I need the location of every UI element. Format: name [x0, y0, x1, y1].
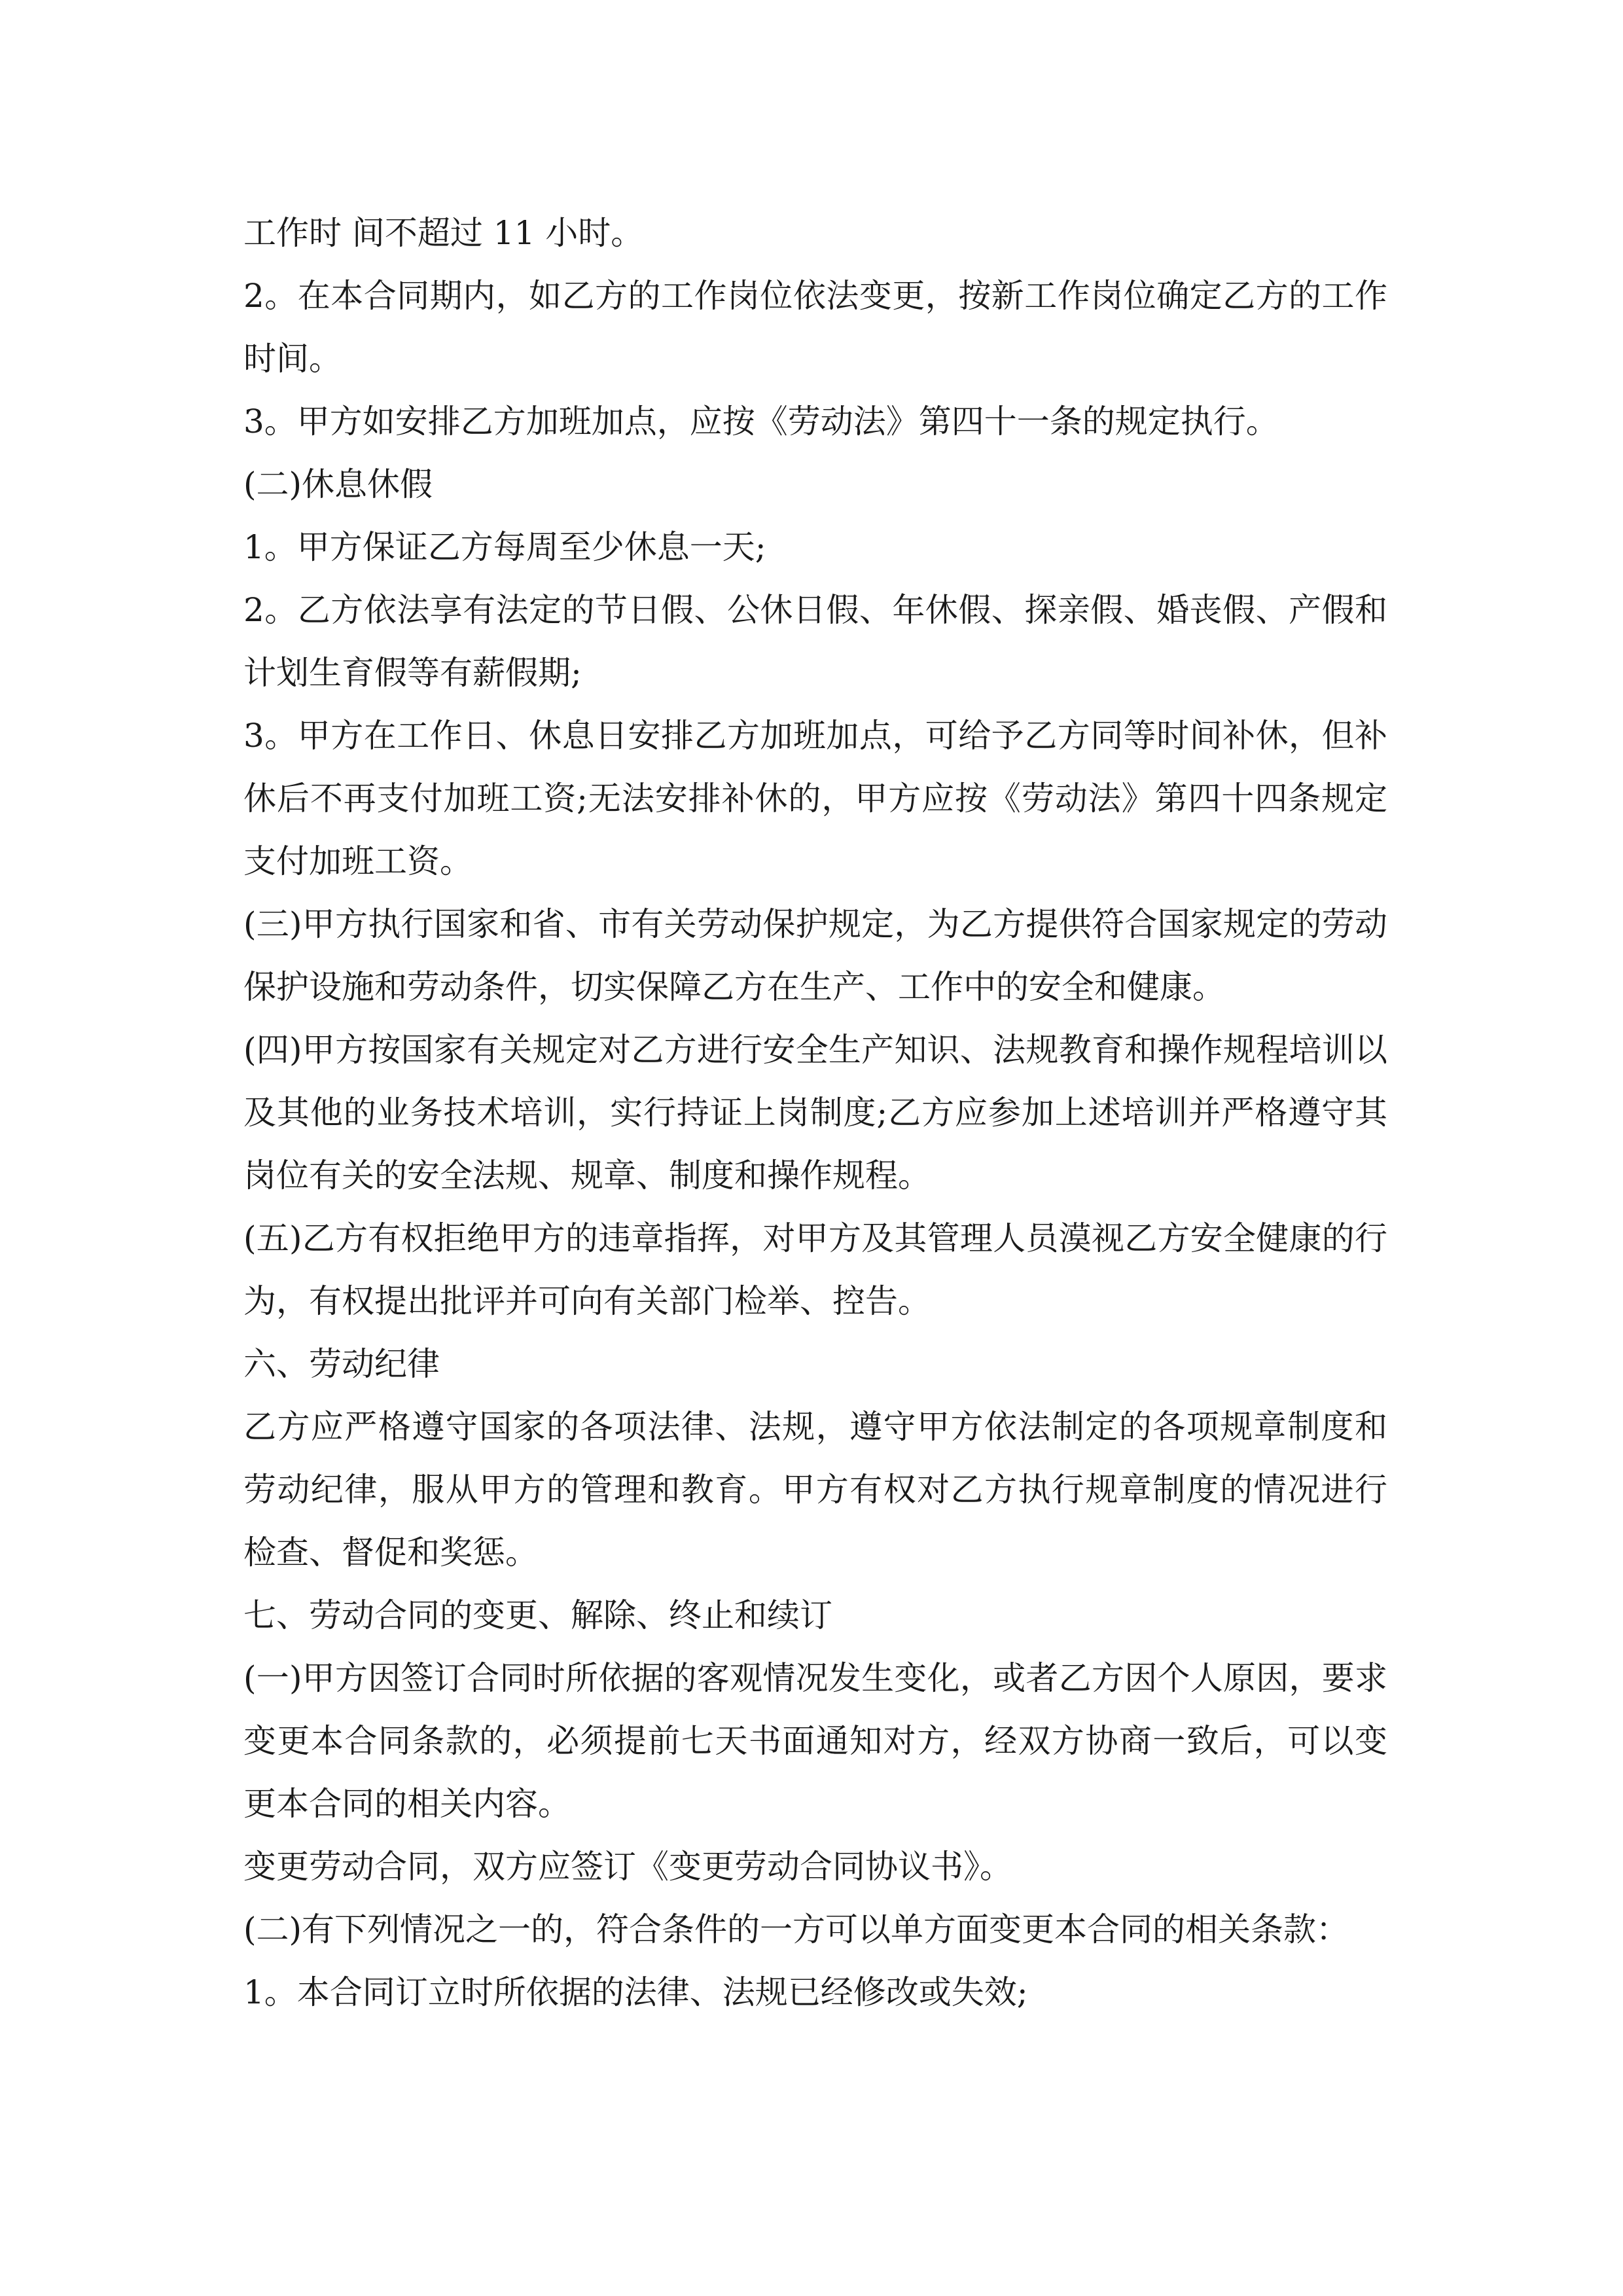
section-heading-labor-discipline: 六、劳动纪律 — [243, 1345, 440, 1383]
paragraph-work-hours-limit: 工作时 间不超过 11 小时。 — [243, 214, 644, 252]
paragraph-discipline-rules: 乙方应严格遵守国家的各项法律、法规，遵守甲方依法制定的各项规章制度和劳动纪律，服从甲方的管理和教育。甲方有权对乙方执行规章制度的情况进行检查、督促和奖惩。 — [243, 1408, 1387, 1571]
paragraph-compensatory-rest: 3。甲方在工作日、休息日安排乙方加班加点，可给予乙方同等时间补休，但补休后不再支付加班工资;无法安排补休的，甲方应按《劳动法》第四十四条规定支付加班工资。 — [243, 717, 1387, 880]
paragraph-overtime-rule: 3。甲方如安排乙方加班加点，应按《劳动法》第四十一条的规定执行。 — [243, 403, 1279, 440]
paragraph-refuse-violations: (五)乙方有权拒绝甲方的违章指挥，对甲方及其管理人员漠视乙方安全健康的行为，有权提出批评并可向有关部门检举、控告。 — [243, 1219, 1387, 1320]
paragraph-labor-protection: (三)甲方执行国家和省、市有关劳动保护规定，为乙方提供符合国家规定的劳动保护设施和劳动条件，切实保障乙方在生产、工作中的安全和健康。 — [243, 905, 1387, 1006]
paragraph-safety-training: (四)甲方按国家有关规定对乙方进行安全生产知识、法规教育和操作规程培训以及其他的业务技术培训，实行持证上岗制度;乙方应参加上述培训并严格遵守其岗位有关的安全法规、规章、制度和操作规程。 — [243, 1031, 1387, 1194]
section-heading-contract-changes: 七、劳动合同的变更、解除、终止和续订 — [243, 1596, 832, 1634]
paragraph-weekly-rest: 1。甲方保证乙方每周至少休息一天; — [243, 528, 766, 566]
paragraph-change-notice: (一)甲方因签订合同时所依据的客观情况发生变化，或者乙方因个人原因，要求变更本合同条款的，必须提前七天书面通知对方，经双方协商一致后，可以变更本合同的相关内容。 — [243, 1659, 1387, 1823]
document-body — [243, 202, 1387, 2024]
paragraph-unilateral-change: (二)有下列情况之一的，符合条件的一方可以单方面变更本合同的相关条款： — [243, 1910, 1349, 1948]
section-heading-rest-leave: (二)休息休假 — [243, 465, 433, 503]
paragraph-position-change: 2。在本合同期内，如乙方的工作岗位依法变更，按新工作岗位确定乙方的工作时间。 — [243, 277, 1387, 378]
paragraph-law-amended: 1。本合同订立时所依据的法律、法规已经修改或失效; — [243, 1973, 1028, 2011]
paragraph-paid-leave: 2。乙方依法享有法定的节日假、公休日假、年休假、探亲假、婚丧假、产假和计划生育假等有薪假期; — [243, 591, 1387, 692]
paragraph-change-agreement: 变更劳动合同，双方应签订《变更劳动合同协议书》。 — [243, 1848, 1012, 1886]
